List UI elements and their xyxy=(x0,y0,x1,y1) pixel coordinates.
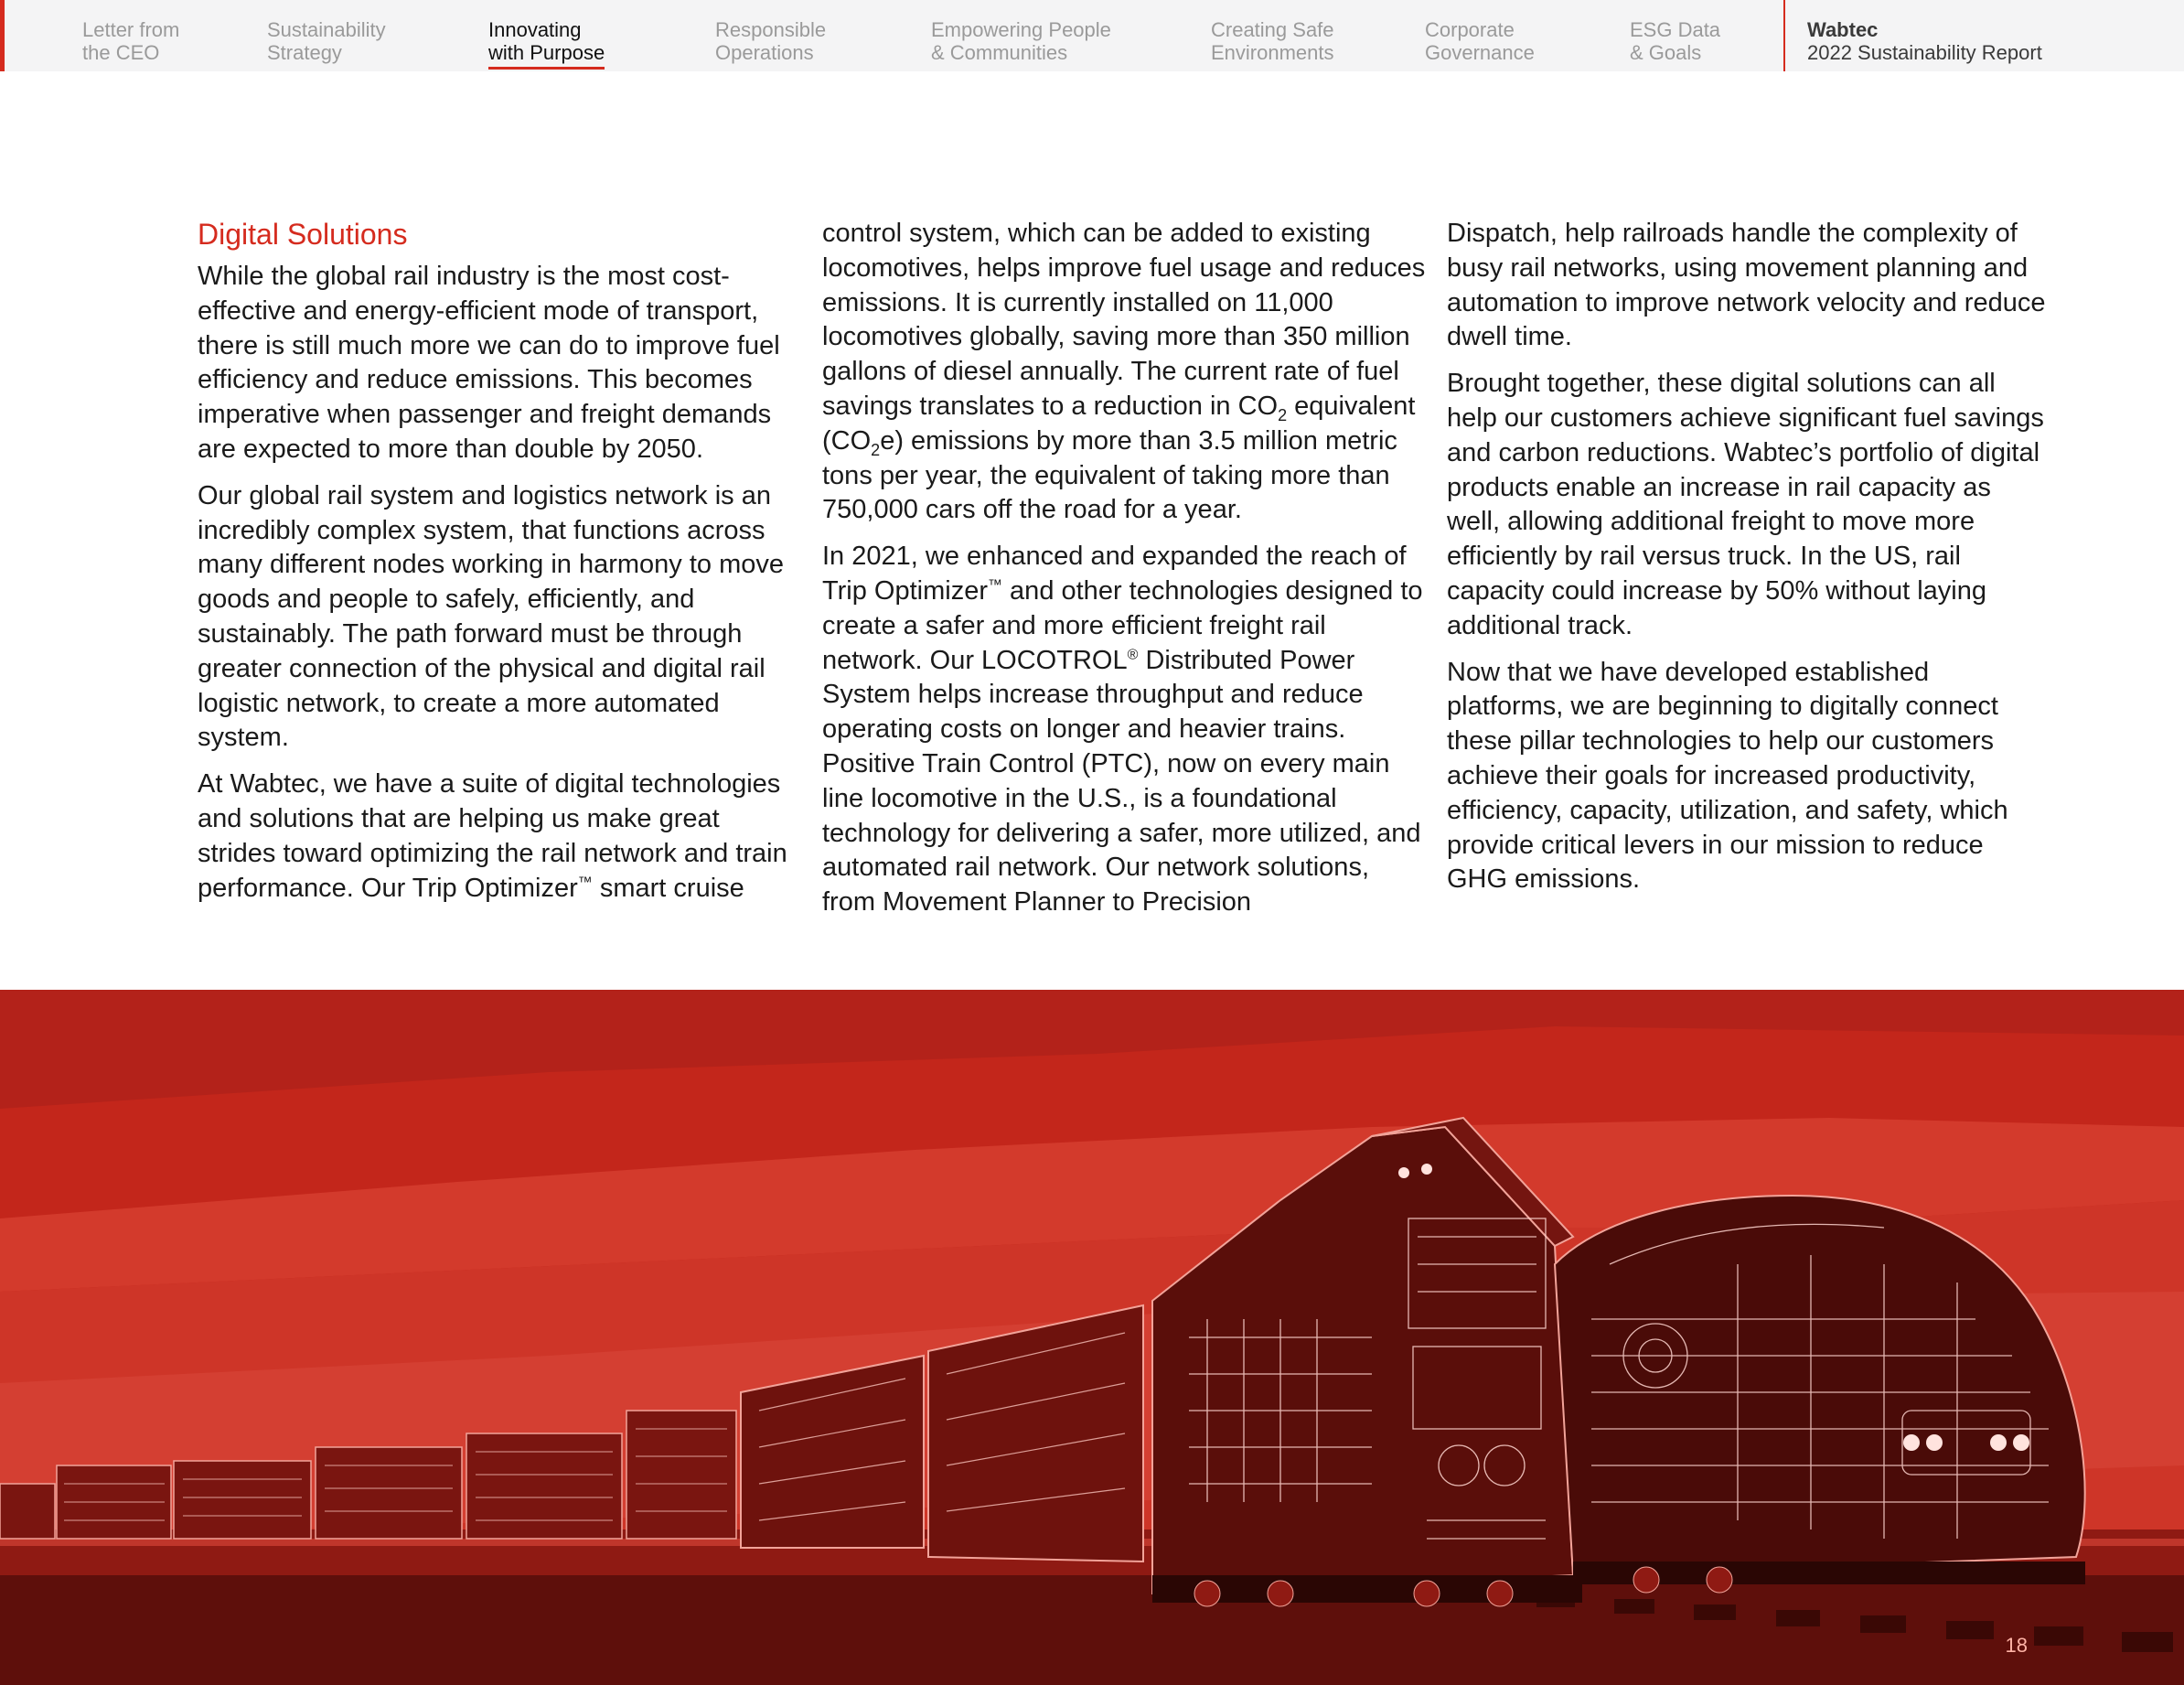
brand-divider xyxy=(1783,0,1785,71)
paragraph: Now that we have developed established platforms, we are beginning to digitally connect these pillar technologies to help our customers achieve their goals for increased productivity, efficiency, capacity, utilization, and safety, which provide critical levers in our mission to reduce GHG emissions. xyxy=(1447,657,2008,895)
text-column-2 xyxy=(822,217,1426,932)
nav-item-label-line2: & Goals xyxy=(1630,41,1702,64)
report-title: 2022 Sustainability Report xyxy=(1807,41,2042,64)
paragraph: Brought together, these digital solutions can all help our customers achieve significant fuel savings and carbon reductions. Wabtec’s portfolio of digital products enable an increase in rail capacity as well, allowing additional freight to move more efficiently by rail versus truck. In the US, rail capacity could increase by 50% without laying additional track. xyxy=(1447,369,2044,640)
nav-left-accent xyxy=(0,0,5,71)
registered-symbol: ® xyxy=(1127,646,1139,662)
nav-item-label-line1: Corporate xyxy=(1425,18,1515,41)
paragraph xyxy=(198,767,801,906)
nav-item-letter-from-ceo[interactable] xyxy=(82,18,179,64)
nav-item-innovating-with-purpose[interactable] xyxy=(488,18,605,64)
page-number: 18 xyxy=(2005,1634,2028,1657)
brand-name: Wabtec xyxy=(1807,18,1879,41)
paragraph-text: and other technologies designed to create a safer and more efficient freight rail network. Our LOCOTROL xyxy=(822,575,1423,675)
text-column-1 xyxy=(198,216,801,918)
paragraph: Our global rail system and logistics network is an incredibly complex system, that functions across many different nodes working in harmony to move goods and people to safely, efficiently, and sustainably. The path forward must be through greater connection of the physical and digital rail logistic network, to create a more automated system. xyxy=(198,480,785,753)
paragraph: While the global rail industry is the most cost-effective and energy-efficient mode of transport, there is still much more we can do to improve fuel efficiency and reduce emissions. This becomes imperative when passenger and freight demands are expected to more than double by 2050. xyxy=(198,262,780,464)
top-navigation xyxy=(0,0,2184,71)
nav-item-sustainability-strategy[interactable] xyxy=(267,18,386,64)
nav-item-esg-data-goals[interactable] xyxy=(1630,18,1720,64)
nav-item-label-line1: Sustainability xyxy=(267,18,386,41)
digital-train-illustration xyxy=(0,990,2184,1685)
nav-item-corporate-governance[interactable] xyxy=(1425,18,1535,64)
nav-item-label-line2: Environments xyxy=(1211,41,1334,64)
nav-item-creating-safe-environments[interactable] xyxy=(1211,18,1334,64)
paragraph-text: Distributed Power System helps increase throughput and reduce operating costs on longer and heavier trains. Positive Train Control (PTC), now on every main line locomotive in the U.S., is a foundational technology for delivering a safer, more utilized, and automated rail network. Our network solutions, from Movement Planner to Precision xyxy=(822,645,1421,918)
nav-item-label-line2: & Communities xyxy=(931,41,1068,64)
trademark-symbol: ™ xyxy=(577,874,593,890)
paragraph xyxy=(822,540,1426,920)
trademark-symbol: ™ xyxy=(988,577,1002,594)
paragraph-text: smart cruise xyxy=(592,873,744,903)
train-illustration-svg xyxy=(0,990,2184,1685)
nav-item-label-line2: Operations xyxy=(715,41,814,64)
paragraph-text: control system, which can be added to existing locomotives, helps improve fuel usage and reduces emissions. It is currently installed on 11,000 locomotives globally, saving more than 350 million gallons of diesel annually. The current rate of fuel savings translates to a reduction in CO xyxy=(822,219,1426,421)
nav-item-label-line1: Responsible xyxy=(715,18,827,41)
paragraph xyxy=(822,217,1426,528)
nav-item-label-line1: Creating Safe xyxy=(1211,18,1334,41)
nav-item-label-line1: Letter from xyxy=(82,18,180,41)
nav-item-responsible-operations[interactable] xyxy=(715,18,826,64)
nav-item-label-line1: Empowering People xyxy=(931,18,1111,41)
nav-item-label-line2: Governance xyxy=(1425,41,1535,64)
paragraph-text: e) emissions by more than 3.5 million metric tons per year, the equivalent of taking more than 750,000 cars off the road for a year. xyxy=(822,425,1397,525)
paragraph: Dispatch, help railroads handle the complexity of busy rail networks, using movement planning and automation to improve network velocity and reduce dwell time. xyxy=(1447,219,2046,352)
report-brand[interactable] xyxy=(1807,18,2042,64)
subscript: 2 xyxy=(1278,405,1288,424)
paragraph-text: In 2021, we enhanced and expanded the reach of Trip Optimizer xyxy=(822,542,1407,606)
nav-item-label-line1: ESG Data xyxy=(1630,18,1721,41)
nav-item-empowering-people[interactable] xyxy=(931,18,1111,64)
paragraph-text: At Wabtec, we have a suite of digital technologies and solutions that are helping us make great strides toward optimizing the rail network and train performance. Our Trip Optimizer xyxy=(198,769,787,903)
nav-item-label-line2: Strategy xyxy=(267,41,342,64)
nav-item-label-line1: Innovating xyxy=(488,18,582,41)
text-column-3 xyxy=(1447,217,2050,909)
nav-item-label-line2: with Purpose xyxy=(488,41,605,64)
paragraph-text: equivalent (CO xyxy=(822,391,1416,456)
section-title: Digital Solutions xyxy=(198,218,408,251)
nav-item-label-line2: the CEO xyxy=(82,41,160,64)
subscript: 2 xyxy=(871,440,881,459)
